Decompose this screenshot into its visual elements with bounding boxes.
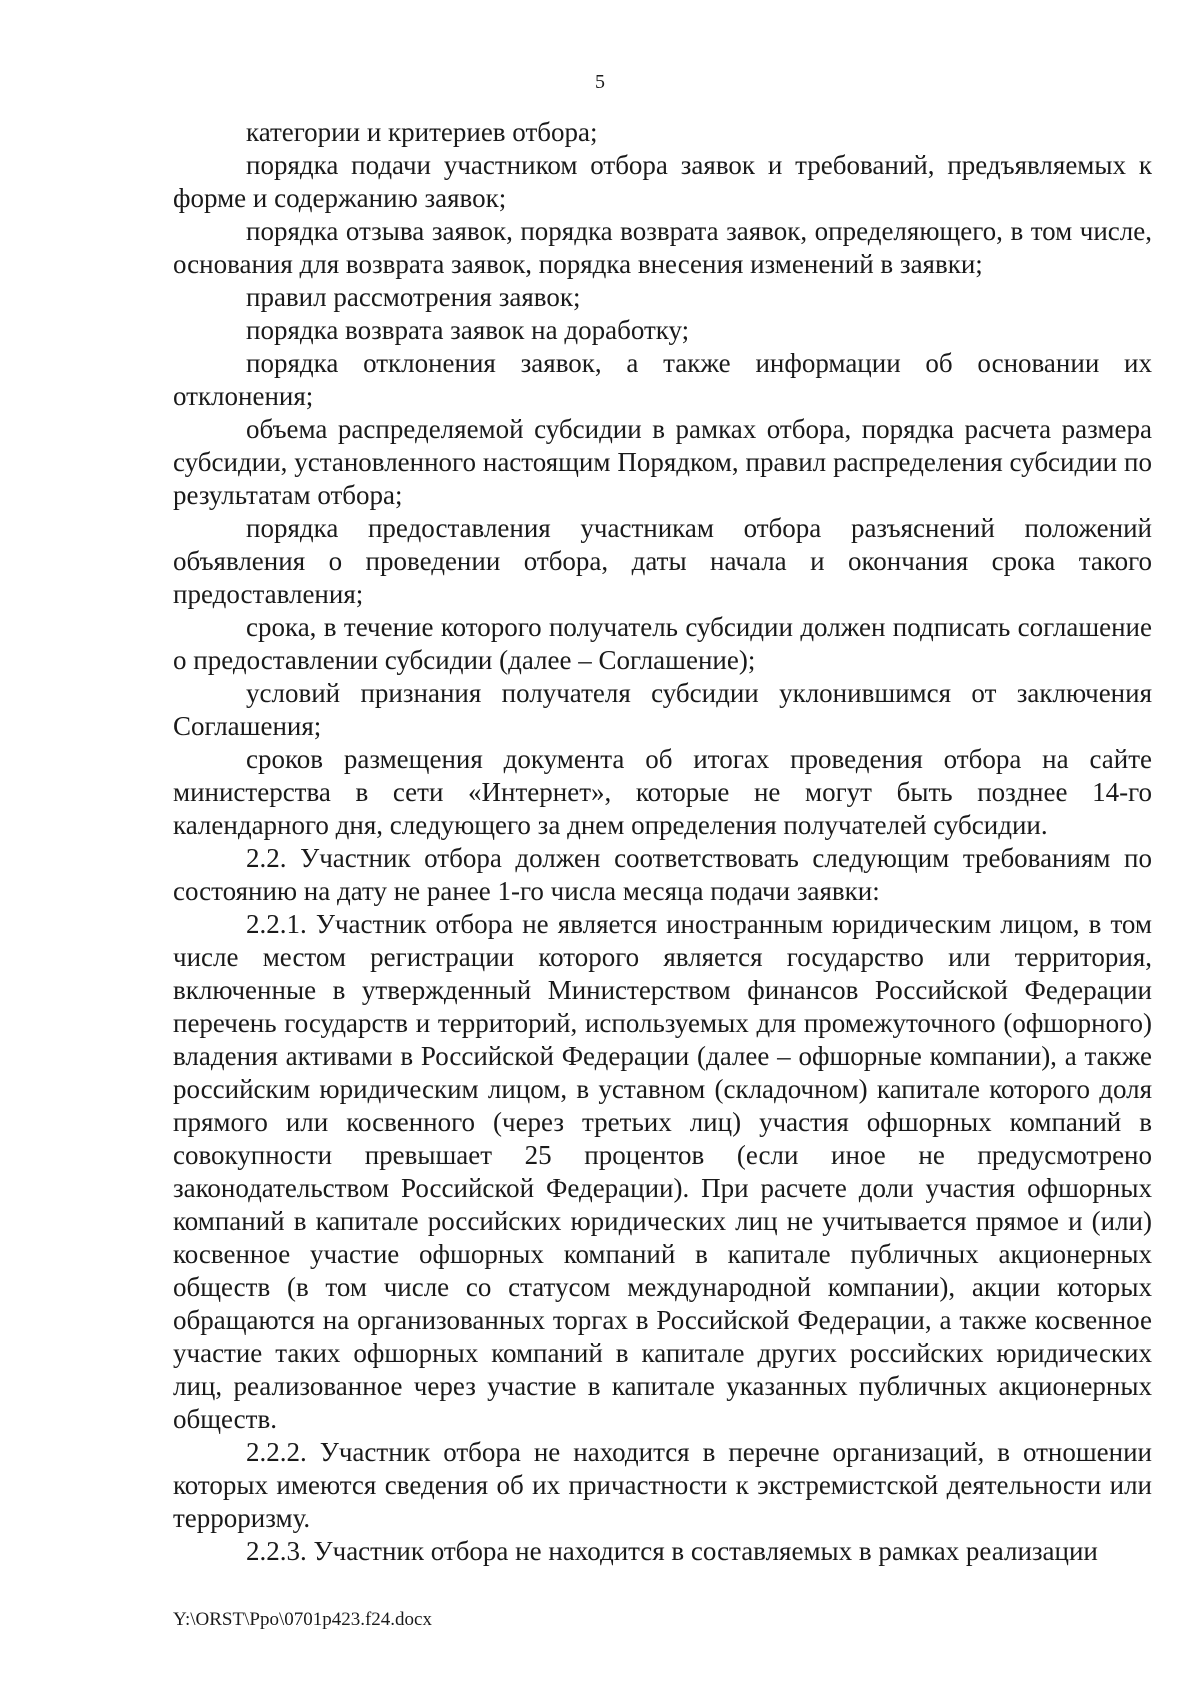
paragraph: порядка подачи участником отбора заявок и требований, предъявляемых к форме и содержанию заявок; [173, 150, 1152, 213]
paragraph: 2.2.1. Участник отбора не является иностранным юридическим лицом, в том числе местом регистрации которого является государство или территория, включенные в утвержденный Министерством финансов Российской Федерации перечень государств и территорий, используемых для промежуточного (офшорного) владения активами в Российской Федерации (далее – офшорные компании), а также российским юридическим лицом, в уставном (складочном) капитале которого доля прямого или косвенного (через третьих лиц) участия офшорных компаний в совокупности превышает 25 процентов (если иное не предусмотрено законодательством Российской Федерации). При расчете доли участия офшорных компаний в капитале российских юридических лиц не учитывается прямое и (или) косвенное участие офшорных компаний в капитале публичных акционерных обществ (в том числе со статусом международной компании), акции которых обращаются на организованных торгах в Российской Федерации, а также косвенное участие таких офшорных компаний в капитале других российских юридических лиц, реализованное через участие в капитале указанных публичных акционерных обществ. [173, 909, 1152, 1434]
paragraph: срока, в течение которого получатель субсидии должен подписать соглашение о предоставлении субсидии (далее – Соглашение); [173, 612, 1152, 675]
paragraph: правил рассмотрения заявок; [246, 282, 581, 312]
paragraph: объема распределяемой субсидии в рамках отбора, порядка расчета размера субсидии, установленного настоящим Порядком, правил распределения субсидии по результатам отбора; [173, 414, 1152, 510]
paragraph: порядка возврата заявок на доработку; [246, 315, 690, 345]
paragraph: условий признания получателя субсидии уклонившимся от заключения Соглашения; [173, 678, 1152, 741]
paragraph: порядка отзыва заявок, порядка возврата заявок, определяющего, в том числе, основания для возврата заявок, порядка внесения изменений в заявки; [173, 216, 1152, 279]
file-path-footer: Y:\ORST\Ppo\0701p423.f24.docx [173, 1609, 432, 1630]
paragraph: 2.2. Участник отбора должен соответствовать следующим требованиям по состоянию на дату не ранее 1-го числа месяца подачи заявки: [173, 843, 1152, 906]
paragraph: сроков размещения документа об итогах проведения отбора на сайте министерства в сети «Интернет», которые не могут быть позднее 14-го календарного дня, следующего за днем определения получателей субсидии. [173, 744, 1152, 840]
paragraph: порядка отклонения заявок, а также информации об основании их отклонения; [173, 348, 1152, 411]
paragraph: 2.2.2. Участник отбора не находится в перечне организаций, в отношении которых имеются сведения об их причастности к экстремистской деятельности или терроризму. [173, 1437, 1152, 1533]
paragraph: 2.2.3. Участник отбора не находится в составляемых в рамках реализации [246, 1536, 1098, 1566]
paragraph: категории и критериев отбора; [246, 117, 598, 147]
paragraph: порядка предоставления участникам отбора разъяснений положений объявления о проведении отбора, даты начала и окончания срока такого предоставления; [173, 513, 1152, 609]
page-number: 5 [595, 71, 605, 93]
document-body [173, 116, 1152, 1568]
